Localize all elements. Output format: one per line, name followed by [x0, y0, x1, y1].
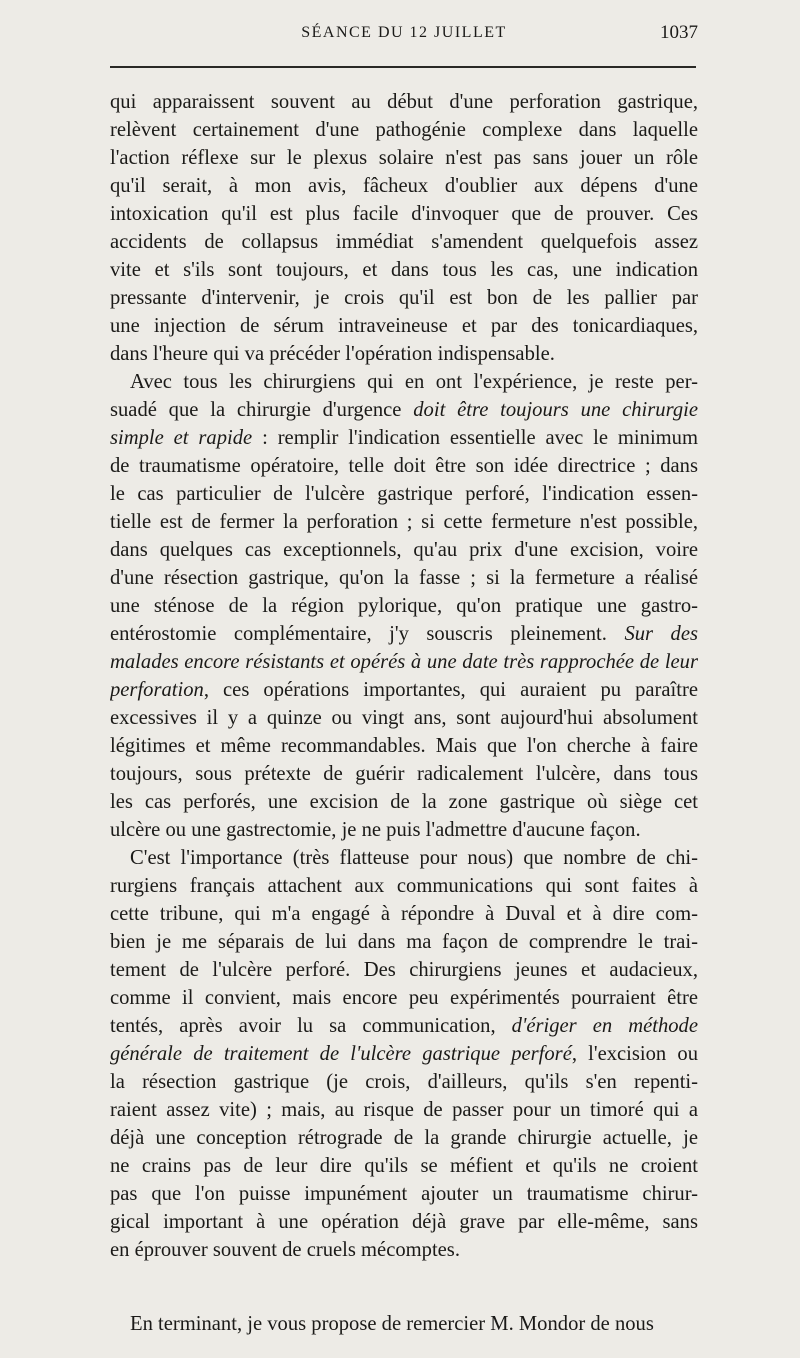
text-run: ne crains pas de leur dire qu'ils se méfient et qu'ils ne croient — [110, 1155, 698, 1177]
text-run: : remplir l'indication essentielle avec le minimum — [252, 427, 698, 449]
text-run: relèvent certainement d'une pathogénie complexe dans laquelle — [110, 119, 698, 141]
text-line — [110, 984, 698, 1012]
paragraph — [110, 88, 698, 368]
text-line — [110, 564, 698, 592]
text-line — [110, 928, 698, 956]
running-head — [110, 22, 698, 52]
text-line — [110, 88, 698, 116]
text-line — [110, 424, 698, 452]
text-line — [110, 1180, 698, 1208]
text-run: une sténose de la région pylorique, qu'on pratique une gastro- — [110, 595, 698, 617]
text-line — [110, 452, 698, 480]
text-run: d'une résection gastrique, qu'on la fasse ; si la fermeture a réalisé — [110, 567, 698, 589]
text-run: déjà une conception rétrograde de la grande chirurgie actuelle, je — [110, 1127, 698, 1149]
text-run: de traumatisme opératoire, telle doit être son idée directrice ; dans — [110, 455, 698, 477]
text-run: gical important à une opération déjà grave par elle-même, sans — [110, 1211, 698, 1233]
paragraph-gap — [110, 1264, 698, 1310]
text-line — [110, 788, 698, 816]
text-line — [110, 1310, 698, 1338]
page-number: 1037 — [660, 22, 698, 43]
text-line — [110, 284, 698, 312]
text-run: comme il convient, mais encore peu expérimentés pourraient être — [110, 987, 698, 1009]
text-line — [110, 1068, 698, 1096]
text-line — [110, 1152, 698, 1180]
text-run: intoxication qu'il est plus facile d'invoquer que de prouver. Ces — [110, 203, 698, 225]
text-run: C'est l'importance (très flatteuse pour nous) que nombre de chi- — [130, 847, 698, 869]
text-run: accidents de collapsus immédiat s'amendent quelquefois assez — [110, 231, 698, 253]
text-line — [110, 200, 698, 228]
text-line — [110, 872, 698, 900]
text-line — [110, 172, 698, 200]
text-run: excessives il y a quinze ou vingt ans, sont aujourd'hui absolument — [110, 707, 698, 729]
text-line — [110, 816, 698, 844]
text-run: une injection de sérum intraveineuse et par des tonicardiaques, — [110, 315, 698, 337]
italic-text: doit être toujours une chirurgie — [413, 399, 698, 421]
text-run: rurgiens français attachent aux communications qui sont faites à — [110, 875, 698, 897]
text-line — [110, 648, 698, 676]
text-run: , l'excision ou — [571, 1043, 698, 1065]
text-run: tentés, après avoir lu sa communication, — [110, 1015, 512, 1037]
text-line — [110, 368, 698, 396]
text-run: ulcère ou une gastrectomie, je ne puis l'admettre d'aucune façon. — [110, 819, 641, 841]
text-run: le cas particulier de l'ulcère gastrique perforé, l'indication essen- — [110, 483, 698, 505]
text-line — [110, 312, 698, 340]
text-line — [110, 704, 698, 732]
paragraph — [110, 844, 698, 1264]
text-line — [110, 228, 698, 256]
text-run: , ces opérations importantes, qui auraient pu paraître — [203, 679, 698, 701]
text-run: pressante d'intervenir, je crois qu'il est bon de les pallier par — [110, 287, 698, 309]
text-line — [110, 508, 698, 536]
text-run: En terminant, je vous propose de remercier M. Mondor de nous — [130, 1313, 654, 1335]
italic-text: générale de traitement de l'ulcère gastrique perforé — [110, 1043, 572, 1065]
text-run: toujours, sous prétexte de guérir radicalement l'ulcère, dans tous — [110, 763, 698, 785]
text-line — [110, 844, 698, 872]
text-run: vite et s'ils sont toujours, et dans tous les cas, une indication — [110, 259, 698, 281]
text-line — [110, 1012, 698, 1040]
text-line — [110, 956, 698, 984]
text-line — [110, 1124, 698, 1152]
text-run: dans l'heure qui va précéder l'opération indispensable. — [110, 343, 555, 365]
italic-text: d'ériger en méthode — [511, 1015, 698, 1037]
text-line — [110, 480, 698, 508]
paragraph — [110, 368, 698, 844]
text-line — [110, 676, 698, 704]
text-run: en éprouver souvent de cruels mécomptes. — [110, 1239, 460, 1261]
text-line — [110, 900, 698, 928]
text-run: tement de l'ulcère perforé. Des chirurgiens jeunes et audacieux, — [110, 959, 698, 981]
text-line — [110, 1208, 698, 1236]
text-line — [110, 620, 698, 648]
text-line — [110, 396, 698, 424]
text-line — [110, 592, 698, 620]
text-run: pas que l'on puisse impunément ajouter un traumatisme chirur- — [110, 1183, 698, 1205]
header-rule — [110, 66, 696, 68]
text-run: l'action réflexe sur le plexus solaire n'est pas sans jouer un rôle — [110, 147, 698, 169]
text-line — [110, 144, 698, 172]
text-run: tielle est de fermer la perforation ; si cette fermeture n'est possible, — [110, 511, 698, 533]
italic-text: perforation — [110, 679, 204, 701]
italic-text: malades encore résistants et opérés à une date très rapprochée de leur — [110, 651, 698, 673]
text-run: qui apparaissent souvent au début d'une perforation gastrique, — [110, 91, 698, 113]
italic-text: Sur des — [624, 623, 698, 645]
text-run: Avec tous les chirurgiens qui en ont l'expérience, je reste per- — [130, 371, 698, 393]
text-run: cette tribune, qui m'a engagé à répondre à Duval et à dire com- — [110, 903, 698, 925]
italic-text: simple et rapide — [110, 427, 253, 449]
text-line — [110, 116, 698, 144]
text-line — [110, 340, 698, 368]
text-line — [110, 1236, 698, 1264]
text-line — [110, 536, 698, 564]
text-run: raient assez vite) ; mais, au risque de passer pour un timoré qui a — [110, 1099, 698, 1121]
text-line — [110, 732, 698, 760]
running-title: SÉANCE DU 12 JUILLET — [301, 24, 507, 41]
text-run: la résection gastrique (je crois, d'ailleurs, qu'ils s'en repenti- — [110, 1071, 698, 1093]
text-line — [110, 1040, 698, 1068]
text-run: bien je me séparais de lui dans ma façon de comprendre le trai- — [110, 931, 698, 953]
text-run: entérostomie complémentaire, j'y souscris pleinement. — [110, 623, 625, 645]
text-run: suadé que la chirurgie d'urgence — [110, 399, 414, 421]
text-line — [110, 1096, 698, 1124]
body-text — [110, 88, 698, 1338]
text-line — [110, 256, 698, 284]
text-run: dans quelques cas exceptionnels, qu'au prix d'une excision, voire — [110, 539, 698, 561]
text-run: légitimes et même recommandables. Mais que l'on cherche à faire — [110, 735, 698, 757]
text-line — [110, 760, 698, 788]
text-run: qu'il serait, à mon avis, fâcheux d'oublier aux dépens d'une — [110, 175, 698, 197]
paragraph — [110, 1310, 698, 1338]
text-run: les cas perforés, une excision de la zone gastrique où siège cet — [110, 791, 698, 813]
